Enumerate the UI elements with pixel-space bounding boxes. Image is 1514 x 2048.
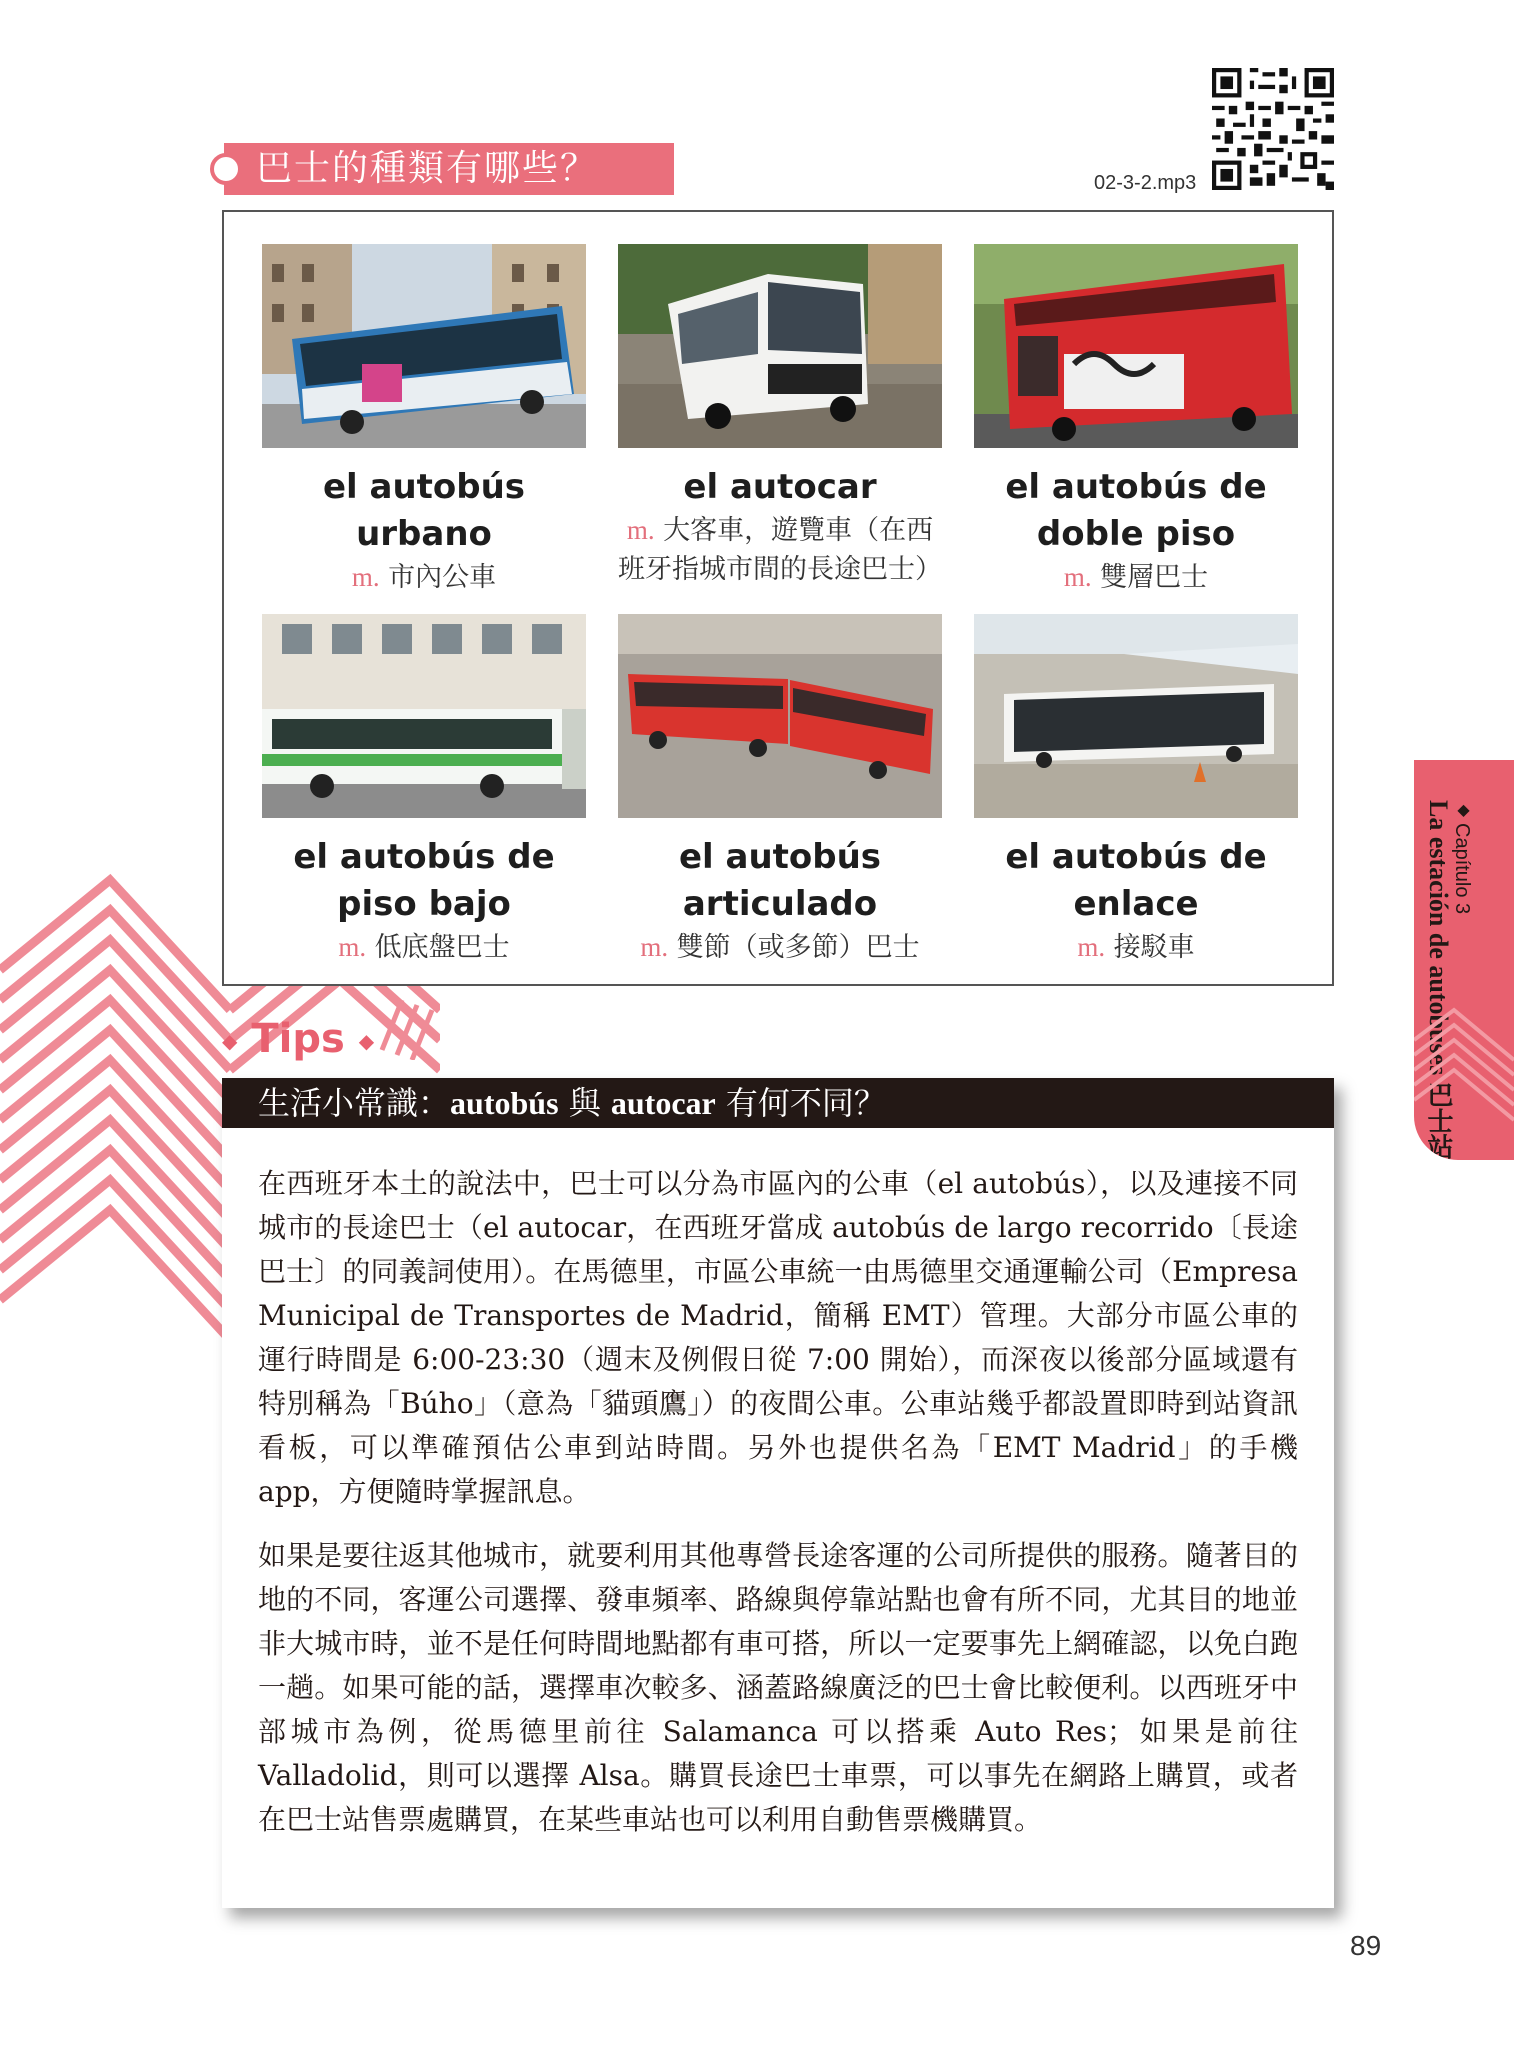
heading-suffix: 有何不同？ xyxy=(715,1084,886,1122)
qr-code-icon[interactable] xyxy=(1212,68,1334,190)
articulated-bus-photo xyxy=(618,614,942,818)
chapter-title: La estación de autobuses 巴士站 xyxy=(1424,800,1453,1160)
bus-card-urbano xyxy=(262,244,586,597)
gloss-text: 接駁車 xyxy=(1113,932,1195,963)
bus-gloss xyxy=(262,928,586,967)
gloss-text: 雙層巴士 xyxy=(1100,562,1209,593)
bus-name: el autobús de enlace xyxy=(1005,837,1267,924)
tips-paragraph: 在西班牙本土的說法中，巴士可以分為市區內的公車（el autobús），以及連接不同城市的長途巴士（el autocar，在西班牙當成 autobús de largo recorrido〔長途巴士〕的同義詞使用）。在馬德里，市區公車統一由馬德里交通運輸公司（Empresa Municipal de Transportes de Madrid，簡稱 EMT）管理。大部分市區公車的運行時間是 6:00-23:30（週末及例假日從 7:00 開始），而深夜以後部分區域還有特別稱為「Búho」（意為「貓頭鷹」）的夜間公車。公車站幾乎都設置即時到站資訊看板，可以準確預估公車到站時間。另外也提供名為「EMT Madrid」的手機 app，方便隨時掌握訊息。 xyxy=(258,1167,1298,1508)
chapter-side-tab xyxy=(1414,760,1514,1160)
bus-gloss xyxy=(262,558,586,597)
page-number: 89 xyxy=(1350,1930,1382,1961)
tab-chevron-pattern xyxy=(1414,980,1514,1160)
heading-dot-icon xyxy=(210,153,242,185)
part-of-speech: m. xyxy=(351,562,380,592)
bus-card-doble-piso xyxy=(974,244,1298,597)
gloss-text: 大客車，遊覽車（在西班牙指城市間的長途巴士） xyxy=(618,515,942,585)
section-heading xyxy=(224,143,674,195)
tips-paragraph: 如果是要往返其他城市，就要利用其他專營長途客運的公司所提供的服務。隨著目的地的不同，客運公司選擇、發車頻率、路線與停靠站點也會有所不同，尤其目的地並非大城市時，並不是任何時間地點都有車可搭，所以一定要事先上網確認，以免白跑一趟。如果可能的話，選擇車次較多、涵蓋路線廣泛的巴士會比較便利。以西班牙中部城市為例，從馬德里前往 Salamanca 可以搭乘 Auto Res；如果是前往 Valladolid，則可以選擇 Alsa。購買長途巴士車票，可以事先在網路上購買，或者在巴士站售票處購買，在某些車站也可以利用自動售票機購買。 xyxy=(258,1539,1298,1836)
bus-gloss xyxy=(618,511,942,589)
audio-filename: 02-3-2.mp3 xyxy=(1094,172,1197,194)
bus-card-articulado xyxy=(618,614,942,967)
gloss-text: 雙節（或多節）巴士 xyxy=(676,932,920,963)
part-of-speech: m. xyxy=(338,932,367,962)
heading-term-autocar: autocar xyxy=(610,1085,716,1121)
bus-gloss xyxy=(618,928,942,967)
tips-box xyxy=(222,1078,1334,1908)
part-of-speech: m. xyxy=(1063,562,1092,592)
tips-body xyxy=(222,1128,1334,1842)
bus-name: el autobús urbano xyxy=(322,467,526,554)
part-of-speech: m. xyxy=(626,515,655,545)
heading-prefix: 生活小常識： xyxy=(258,1084,451,1122)
shuttle-bus-photo xyxy=(974,614,1298,818)
part-of-speech: m. xyxy=(640,932,669,962)
bus-gloss xyxy=(974,928,1298,967)
heading-mid: 與 xyxy=(558,1084,611,1122)
bus-name: el autobús articulado xyxy=(678,837,882,924)
bus-card-autocar xyxy=(618,244,942,589)
bus-card-piso-bajo xyxy=(262,614,586,967)
tips-label-text: Tips xyxy=(251,1016,345,1062)
bus-card-enlace xyxy=(974,614,1298,967)
bus-name: el autocar xyxy=(683,467,877,507)
section-title: 巴士的種類有哪些？ xyxy=(256,148,599,189)
gloss-text: 市內公車 xyxy=(388,562,497,593)
diamond-icon: ◆ xyxy=(1454,800,1471,823)
bus-name: el autobús de piso bajo xyxy=(293,837,555,924)
bus-name: el autobús de doble piso xyxy=(1005,467,1267,554)
tips-heading xyxy=(222,1078,1334,1128)
low-floor-bus-photo xyxy=(262,614,586,818)
tips-label xyxy=(222,1016,374,1062)
heading-term-autobus: autobús xyxy=(450,1085,559,1121)
gloss-text: 低底盤巴士 xyxy=(374,932,510,963)
chapter-number: Capítulo 3 xyxy=(1451,823,1473,915)
bus-gloss xyxy=(974,558,1298,597)
part-of-speech: m. xyxy=(1077,932,1106,962)
bus-types-panel xyxy=(222,210,1334,986)
double-decker-photo xyxy=(974,244,1298,448)
diamond-icon: ◆ xyxy=(222,1029,238,1053)
stripes-decoration xyxy=(372,990,442,1060)
diamond-icon: ◆ xyxy=(358,1029,375,1053)
city-bus-photo xyxy=(262,244,586,448)
coach-photo xyxy=(618,244,942,448)
